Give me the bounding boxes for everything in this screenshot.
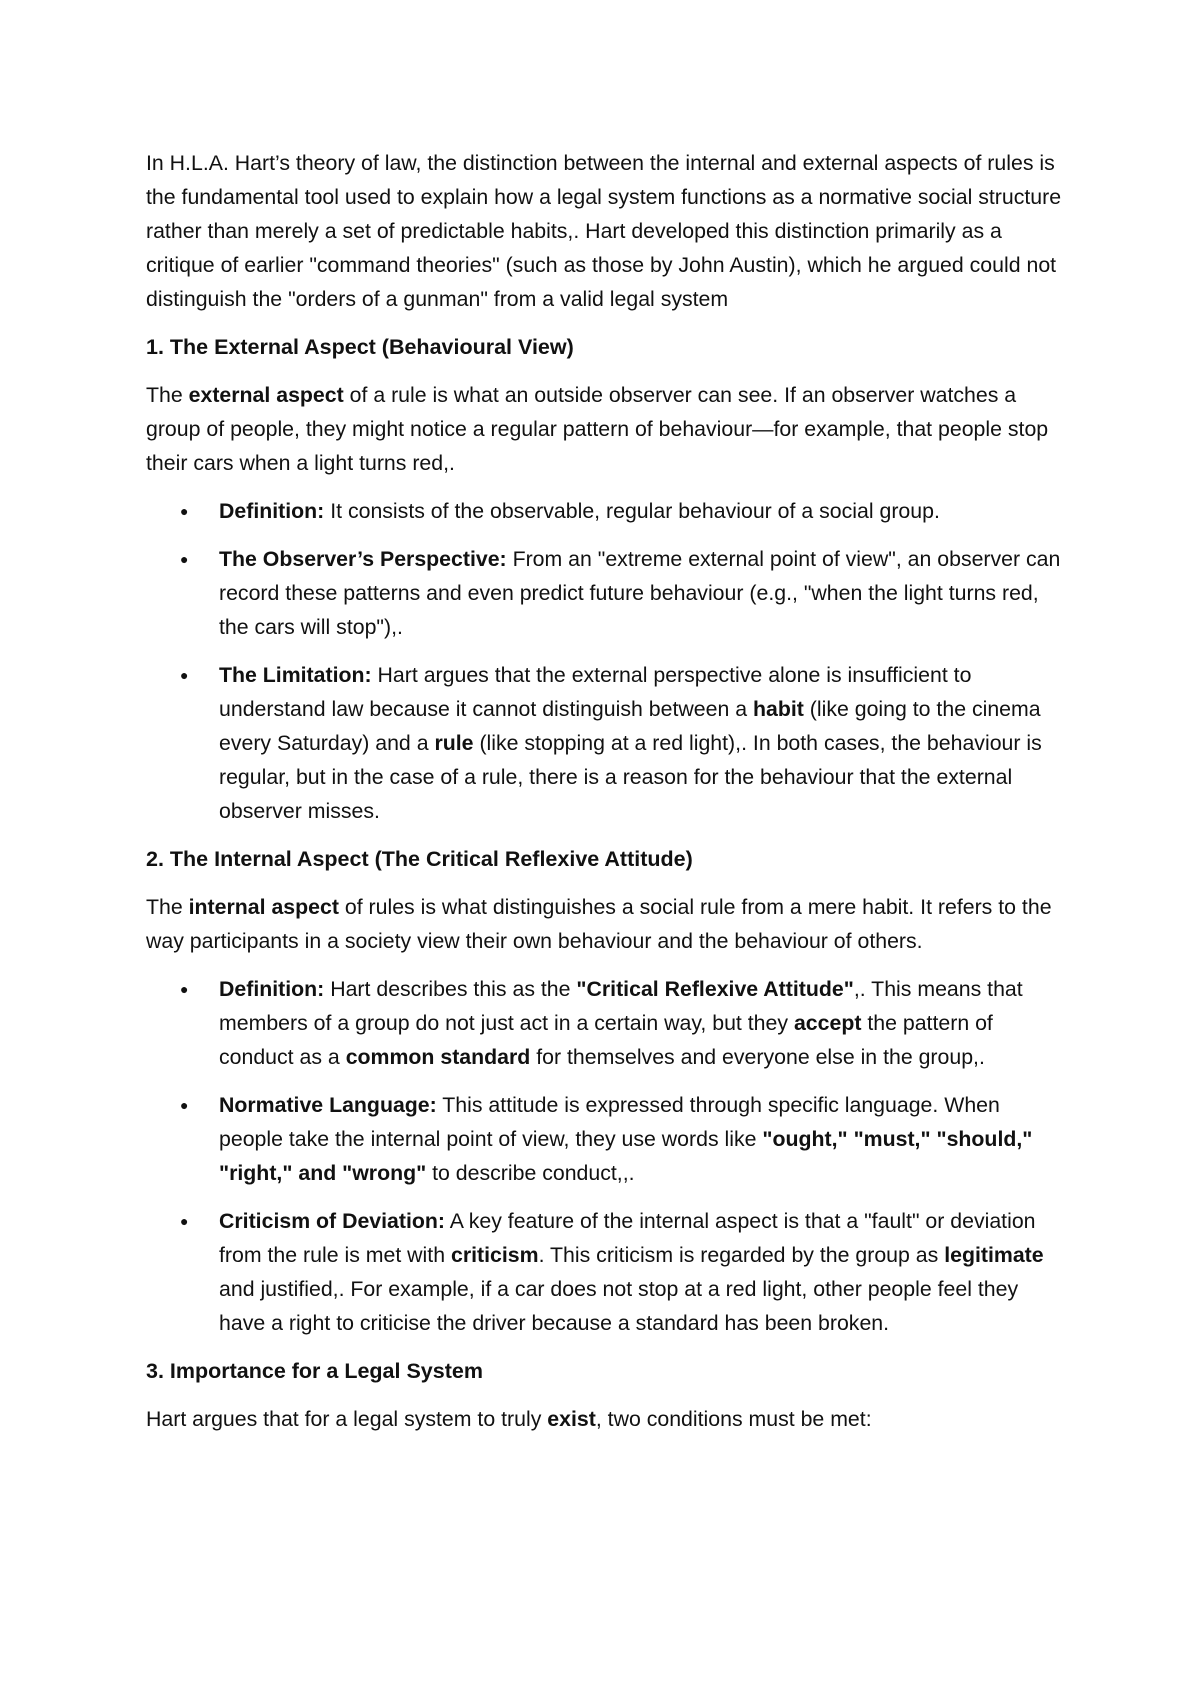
external-aspect-list [146, 494, 1066, 828]
section-heading-external-aspect: 1. The External Aspect (Behavioural View) [146, 335, 574, 359]
bold-term: "ought," "must," "should," "right," and "wrong" [219, 1127, 1033, 1185]
bold-term: rule [434, 731, 474, 755]
list-item-label: Definition: [219, 977, 325, 1001]
bullet-icon: ● [180, 1213, 189, 1229]
list-item: ● Criticism of Deviation: A key feature of the internal aspect is that a "fault" or deviation from the rule is met with criticism. This criticism is regarded by the group as legitimate and justified,. For example, if a car does not stop at a red light, other people feel they have a right to criticise the driver because a standard has been broken. [146, 1204, 1066, 1340]
list-item-label: The Observer’s Perspective: [219, 547, 507, 571]
bold-term: habit [752, 697, 804, 721]
document-page [146, 146, 1066, 1450]
list-item: ● Definition: Hart describes this as the "Critical Reflexive Attitude",. This means that members of a group do not just act in a certain way, but they accept the pattern of conduct as a common standard for themselves and everyone else in the group,. [146, 972, 1066, 1074]
bold-term: exist [547, 1407, 596, 1431]
external-aspect-paragraph: The external aspect of a rule is what an outside observer can see. If an observer watches a group of people, they might notice a regular pattern of behaviour—for example, that people stop their cars when a light turns red,. [146, 383, 1049, 475]
bullet-icon: ● [180, 551, 189, 567]
internal-aspect-list [146, 972, 1066, 1340]
list-item: ● The Limitation: Hart argues that the external perspective alone is insufficient to understand law because it cannot distinguish between a habit (like going to the cinema every Saturday) and a rule (like stopping at a red light),. In both cases, the behaviour is regular, but in the case of a rule, there is a reason for the behaviour that the external observer misses. [146, 658, 1066, 828]
section-heading-legal-system: 3. Importance for a Legal System [146, 1359, 483, 1383]
bold-term: legitimate [944, 1243, 1044, 1267]
bold-term: common standard [345, 1045, 531, 1069]
bold-term: accept [793, 1011, 862, 1035]
bullet-icon: ● [180, 503, 189, 519]
bullet-icon: ● [180, 981, 189, 997]
legal-system-paragraph: Hart argues that for a legal system to truly exist, two conditions must be met: [146, 1407, 872, 1431]
bullet-icon: ● [180, 1097, 189, 1113]
internal-aspect-paragraph: The internal aspect of rules is what distinguishes a social rule from a mere habit. It refers to the way participants in a society view their own behaviour and the behaviour of others. [146, 895, 1052, 953]
list-item-label: The Limitation: [219, 663, 372, 687]
list-item: ● The Observer’s Perspective: From an "extreme external point of view", an observer can record these patterns and even predict future behaviour (e.g., "when the light turns red, the cars will stop"),. [146, 542, 1066, 644]
list-item: ● Definition: It consists of the observable, regular behaviour of a social group. [146, 494, 1066, 528]
intro-paragraph: In H.L.A. Hart’s theory of law, the distinction between the internal and external aspects of rules is the fundamental tool used to explain how a legal system functions as a normative social structure rather than merely a set of predictable habits,. Hart developed this distinction primarily as a critique of earlier "command theories" (such as those by John Austin), which he argued could not distinguish the "orders of a gunman" from a valid legal system [146, 151, 1062, 311]
list-item: ● Normative Language: This attitude is expressed through specific language. When people take the internal point of view, they use words like "ought," "must," "should," "right," and "wrong" to describe conduct,,. [146, 1088, 1066, 1190]
bold-term: external aspect [188, 383, 344, 407]
bold-term: "Critical Reflexive Attitude" [576, 977, 854, 1001]
list-item-label: Normative Language: [219, 1093, 437, 1117]
section-heading-internal-aspect: 2. The Internal Aspect (The Critical Reflexive Attitude) [146, 847, 693, 871]
list-item-label: Definition: [219, 499, 325, 523]
bullet-icon: ● [180, 667, 189, 683]
list-item-label: Criticism of Deviation: [219, 1209, 446, 1233]
bold-term: internal aspect [188, 895, 339, 919]
bold-term: criticism [450, 1243, 539, 1267]
